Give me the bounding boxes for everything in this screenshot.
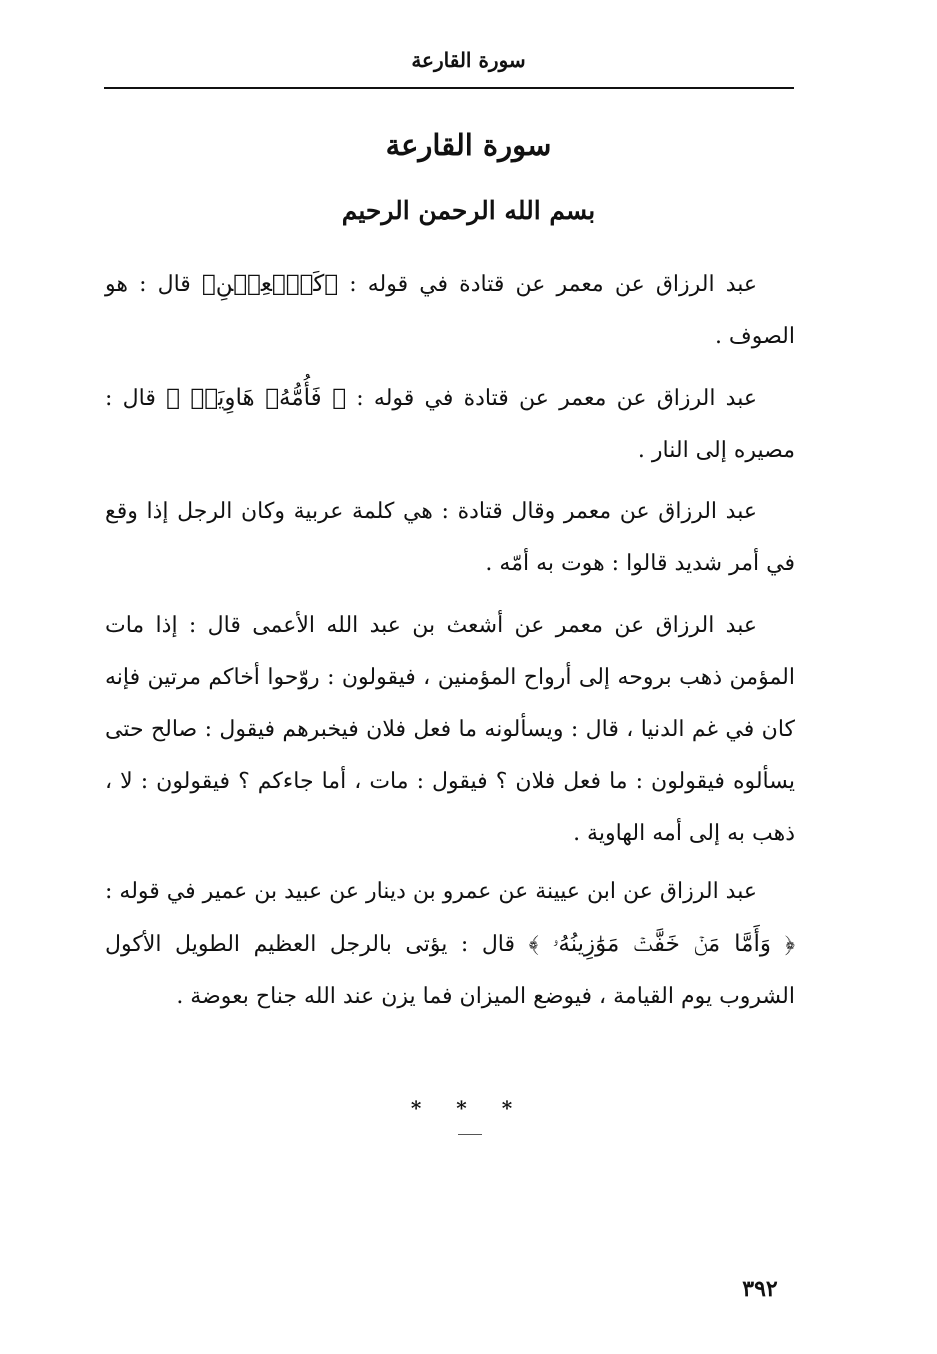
- header-rule: [104, 87, 794, 89]
- paragraph-text: عبد الرزاق عن معمر عن أشعث بن عبد الله الأعمى قال : إذا مات المؤمن ذهب بروحه إلى أرواح المؤمنين ، فيقولون : روّحوا أخاكم مرتين فإنه كان في غم الدنيا ، قال : ويسألونه ما فعل فلان فيخبرهم فيقول : صالح حتى يسألوه فيقولون : ما فعل فلان ؟ فيقول : مات ، أما جاءكم ؟ فيقولون : لا ، ذهب به إلى أمه الهاوية .: [105, 613, 795, 846]
- quran-verse: ﴿ فَأُمُّهُۥ هَاوِيَةٞ ﴾: [166, 385, 347, 411]
- paragraph-3: [105, 486, 795, 590]
- page-number: ٣٩٢: [742, 1276, 778, 1302]
- paragraph-text: عبد الرزاق عن معمر عن قتادة في قوله :: [346, 386, 757, 411]
- paragraph-text: عبد الرزاق عن معمر عن قتادة في قوله :: [338, 272, 758, 297]
- running-header-title: سورة القارعة: [411, 48, 526, 72]
- quran-verse: ﴿كَٱلۡعِهۡنِ﴾: [201, 271, 339, 297]
- paragraph-4: [105, 600, 795, 860]
- paragraph-text: قال : هو الصوف .: [105, 272, 795, 349]
- paragraph-text: عبد الرزاق عن ابن عيينة عن عمرو بن دينار عن عبيد بن عمير في قوله :: [105, 879, 757, 904]
- paragraph-text: قال : يؤتى بالرجل العظيم الطويل الأكول الشروب يوم القيامة ، فيوضع الميزان فما يزن عند الله جناح بعوضة .: [105, 932, 795, 1009]
- section-separator: * * *: [410, 1096, 527, 1120]
- paragraph-text: عبد الرزاق عن معمر وقال قتادة : هي كلمة عربية وكان الرجل إذا وقع في أمر شديد قالوا : هوت به أمّه .: [105, 499, 795, 576]
- quran-verse: ﴿ وَأَمَّا مَنۡ خَفَّتۡ مَوَٰزِينُهُۥ ﴾: [528, 931, 795, 957]
- separator-rule: [458, 1134, 482, 1135]
- paragraph-2: [105, 372, 795, 477]
- basmala: بسم الله الرحمن الرحيم: [341, 196, 596, 225]
- surah-title: سورة القارعة: [385, 128, 552, 162]
- paragraph-text: قال : مصيره إلى النار .: [105, 386, 795, 463]
- paragraph-1: [105, 258, 795, 363]
- paragraph-5: [105, 866, 795, 1023]
